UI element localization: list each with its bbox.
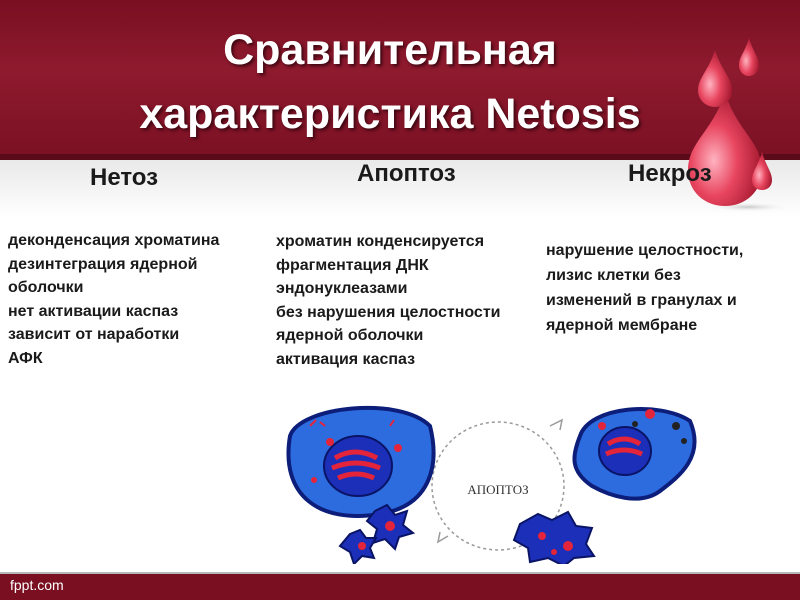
apoptosis-line: ядерной оболочки [276,327,424,344]
heading-apoptosis: Апоптоз [357,160,456,187]
blood-drops-decoration [640,30,800,220]
drop-medium [698,50,732,107]
footer-bar [0,572,800,600]
center-label: АПОПТОЗ [467,482,529,497]
apoptosis-line: хроматин конденсируется [276,233,485,250]
necrosis-description [546,238,743,338]
title-line-1: Сравнительная [223,26,557,74]
footer-divider [0,572,800,574]
arrow-right [550,420,562,430]
title-line-2: характеристика Netosis [139,90,641,138]
apoptosis-line: фрагментация ДНК [276,256,429,274]
footer-brand: fppt.com [10,577,64,593]
arrow-left [438,532,448,542]
apoptosis-line: активация каспаз [276,350,416,368]
netosis-line: АФК [8,349,43,367]
necrosis-line: нарушение целостности, [546,242,744,259]
netosis-line: деконденсация хроматина [8,232,220,249]
apoptotic-bodies-right [514,512,594,564]
heading-necrosis: Некроз [628,160,712,187]
drop-large [688,92,762,206]
netosis-line: зависит от наработки [8,326,180,343]
netosis-description [8,229,219,370]
necrosis-line: лизис клетки без [546,267,681,284]
netosis-line: дезинтеграция ядерной [8,255,198,273]
heading-netosis: Нетоз [90,164,159,191]
damaged-cell [574,409,694,499]
apoptosis-line: эндонуклеазами [276,280,408,297]
netosis-line: нет активации каспаз [8,302,179,320]
necrosis-line: ядерной мембране [546,317,698,334]
netosis-line: оболочки [8,279,84,296]
slide-title [60,18,720,146]
drop-small [739,38,759,76]
apoptosis-line: без нарушения целостности [276,303,501,321]
apoptosis-description [276,230,501,371]
apoptosis-illustration [280,396,716,564]
normal-cell [288,408,433,516]
necrosis-line: изменений в гранулах и [546,292,737,309]
